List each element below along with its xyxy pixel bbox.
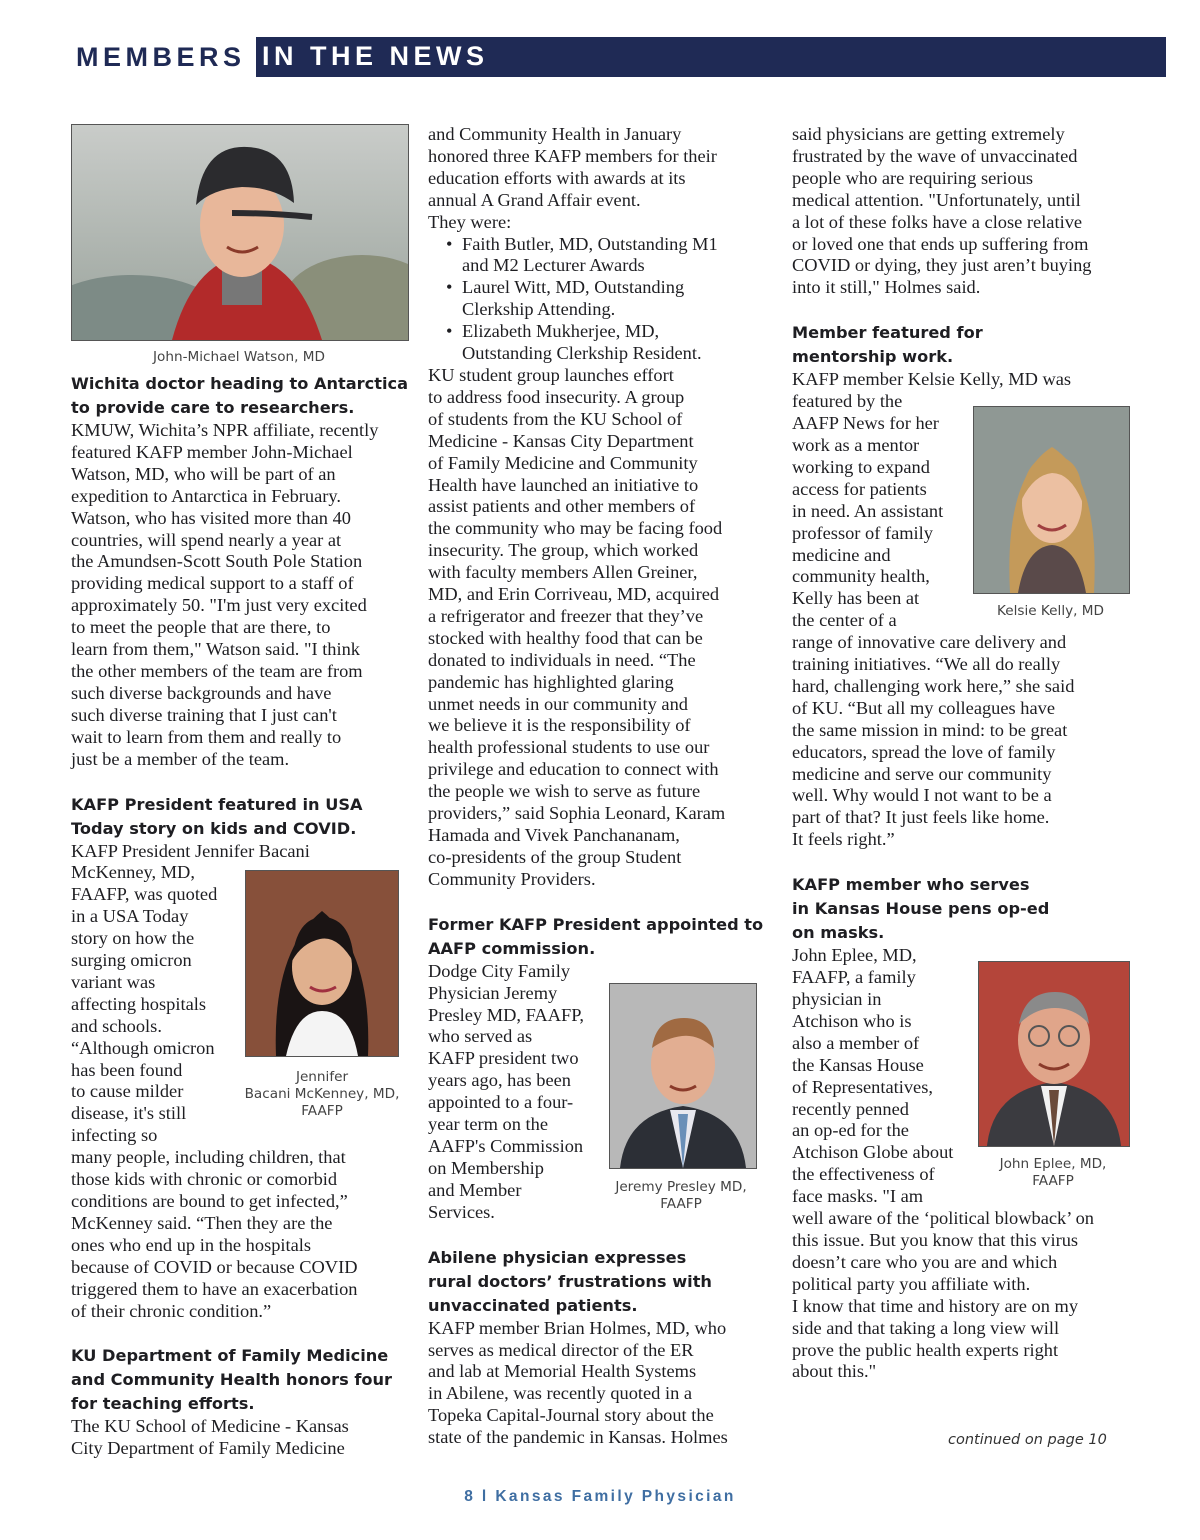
story-heading-aafp-commission: Former KAFP President appointed to AAFP commission. bbox=[428, 914, 764, 958]
story-body-abilene-cont: said physicians are getting extremely frustrated by the wave of unvaccinated people who are requiring serious medical attention. "Unfortunately, until a lot of these folks have a close relative or loved one that ends up suffering from COVID or dying, they just aren’t buying into it still," Holmes said. bbox=[792, 124, 1092, 298]
mckenney-caption: Jennifer Bacani McKenney, MD, FAAFP bbox=[244, 1069, 400, 1119]
story-body-op-ed: John Eplee, MD, FAAFP, a family physician in Atchison who is also a member of the Kansas House of Representatives, recently penned an op-ed for the Atchison Globe about the effectiveness of face masks. "I am well aware of the ‘political blowback’ on this issue. But you know that this virus doesn’t care who you are and which political party you affiliate with. I know that time and history are on my side and that taking a long view will prove the public health experts right about this." bbox=[792, 945, 1094, 1382]
story-body-usa-today: KAFP President Jennifer Bacani McKenney, MD, FAAFP, was quoted in a USA Today story on how the surging omicron variant was affecting hospitals and schools. “Although omicron has been found to cause milder disease, it's still infecting so many people, including children, that those kids with chronic or comorbid conditions are bound to get infected,” McKenney said. “Then they are the ones who end up in the hospitals because of COVID or because COVID triggered them to have an exacerbation of their chronic condition.” bbox=[71, 840, 358, 1321]
eplee-caption: John Eplee, MD, FAAFP bbox=[999, 1156, 1107, 1189]
award-item: • Laurel Witt, MD, Outstanding Clerkship Attending. bbox=[462, 277, 773, 321]
award-item: • Faith Butler, MD, Outstanding M1 and M2 Lecturer Awards bbox=[462, 234, 773, 278]
continued-note: continued on page 10 bbox=[948, 1432, 1107, 1448]
kelly-photo bbox=[973, 406, 1130, 594]
story-heading-antarctica: Wichita doctor heading to Antarctica to provide care to researchers. bbox=[71, 374, 409, 417]
story-body-ku-honors: The KU School of Medicine - Kansas City Department of Family Medicine bbox=[71, 1416, 349, 1459]
story-heading-abilene: Abilene physician expresses rural doctors’ frustrations with unvaccinated patients. bbox=[428, 1247, 712, 1315]
awards-list bbox=[428, 234, 773, 365]
story-heading-mentorship: Member featured for mentorship work. bbox=[792, 323, 983, 367]
story-body-mentorship: KAFP member Kelsie Kelly, MD was featured by the AAFP News for her work as a mentor working to expand access for patients in need. An assistant professor of family medicine and community health, Kelly has been at the center of a range of innovative care delivery and training initiatives. “We all do really hard, challenging work here,” she said of KU. “But all my colleagues have the same mission in mind: to be great educators, spread the love of family medicine and serve our community well. Why would I not want to be a part of that? It just feels like home. It feels right.” bbox=[792, 369, 1075, 850]
watson-photo bbox=[71, 124, 409, 341]
section-title-bar bbox=[256, 37, 1166, 77]
column-2 bbox=[428, 124, 773, 1449]
story-body-abilene: KAFP member Brian Holmes, MD, who serves as medical director of the ER and lab at Memorial Health Systems in Abilene, was recently quoted in a Topeka Capital-Journal story about the state of the pandemic in Kansas. Holmes bbox=[428, 1317, 728, 1448]
award-item: • Elizabeth Mukherjee, MD, Outstanding Clerkship Resident. bbox=[462, 321, 773, 365]
story-body-ku-honors-cont: and Community Health in January honored three KAFP members for their education efforts with awards at its annual A Grand Affair event. They were: bbox=[428, 124, 717, 232]
section-title-right: IN THE NEWS bbox=[262, 41, 489, 71]
presley-photo bbox=[609, 983, 757, 1169]
story-body-antarctica: KMUW, Wichita’s NPR affiliate, recently featured KAFP member John-Michael Watson, MD, who will be part of an expedition to Antarctica in February. Watson, who has visited more than 40 countries, will spend nearly a year at the Amundsen-Scott South Pole Station providing medical support to a staff of approximately 50. "I'm just very excited to meet the people that are there, to learn from them," Watson said. "I think the other members of the team are from such diverse backgrounds and have such diverse training that I just can't wait to learn from them and really to just be a member of the team. bbox=[71, 420, 379, 769]
mckenney-photo bbox=[245, 870, 399, 1057]
story-body-food-insecurity: KU student group launches effort to address food insecurity. A group of students from the KU School of Medicine - Kansas City Department of Family Medicine and Community Health have launched an initiative to assist patients and other members of the community who may be facing food insecurity. The group, which worked with faculty members Allen Greiner, MD, and Erin Corriveau, MD, acquired a refrigerator and freezer that they’ve stocked with healthy food that can be donated to individuals in need. “The pandemic has highlighted glaring unmet needs in our community and we believe it is the responsibility of health professional students to use our privilege and education to connect with the people we wish to serve as future providers,” said Sophia Leonard, Karam Hamada and Vivek Panchananam, co-presidents of the group Student Community Providers. bbox=[428, 364, 726, 889]
presley-caption: Jeremy Presley MD, FAAFP bbox=[615, 1179, 747, 1212]
story-heading-usa-today: KAFP President featured in USA Today story on kids and COVID. bbox=[71, 794, 363, 838]
section-title-left: MEMBERS bbox=[76, 42, 246, 72]
kelly-caption: Kelsie Kelly, MD bbox=[997, 603, 1104, 619]
eplee-photo bbox=[978, 961, 1130, 1147]
story-heading-op-ed: KAFP member who serves in Kansas House pens op-ed on masks. bbox=[792, 875, 1050, 943]
story-body-aafp-commission: Dodge City Family Physician Jeremy Presley MD, FAAFP, who served as KAFP president two years ago, has been appointed to a four- year term on the AAFP's Commission on Membership and Member Services. bbox=[428, 960, 585, 1222]
story-heading-ku-honors: KU Department of Family Medicine and Community Health honors four for teaching efforts. bbox=[71, 1346, 393, 1414]
page-footer: 8 l Kansas Family Physician bbox=[464, 1488, 736, 1505]
watson-caption: John-Michael Watson, MD bbox=[153, 349, 325, 365]
column-3 bbox=[792, 124, 1137, 1383]
